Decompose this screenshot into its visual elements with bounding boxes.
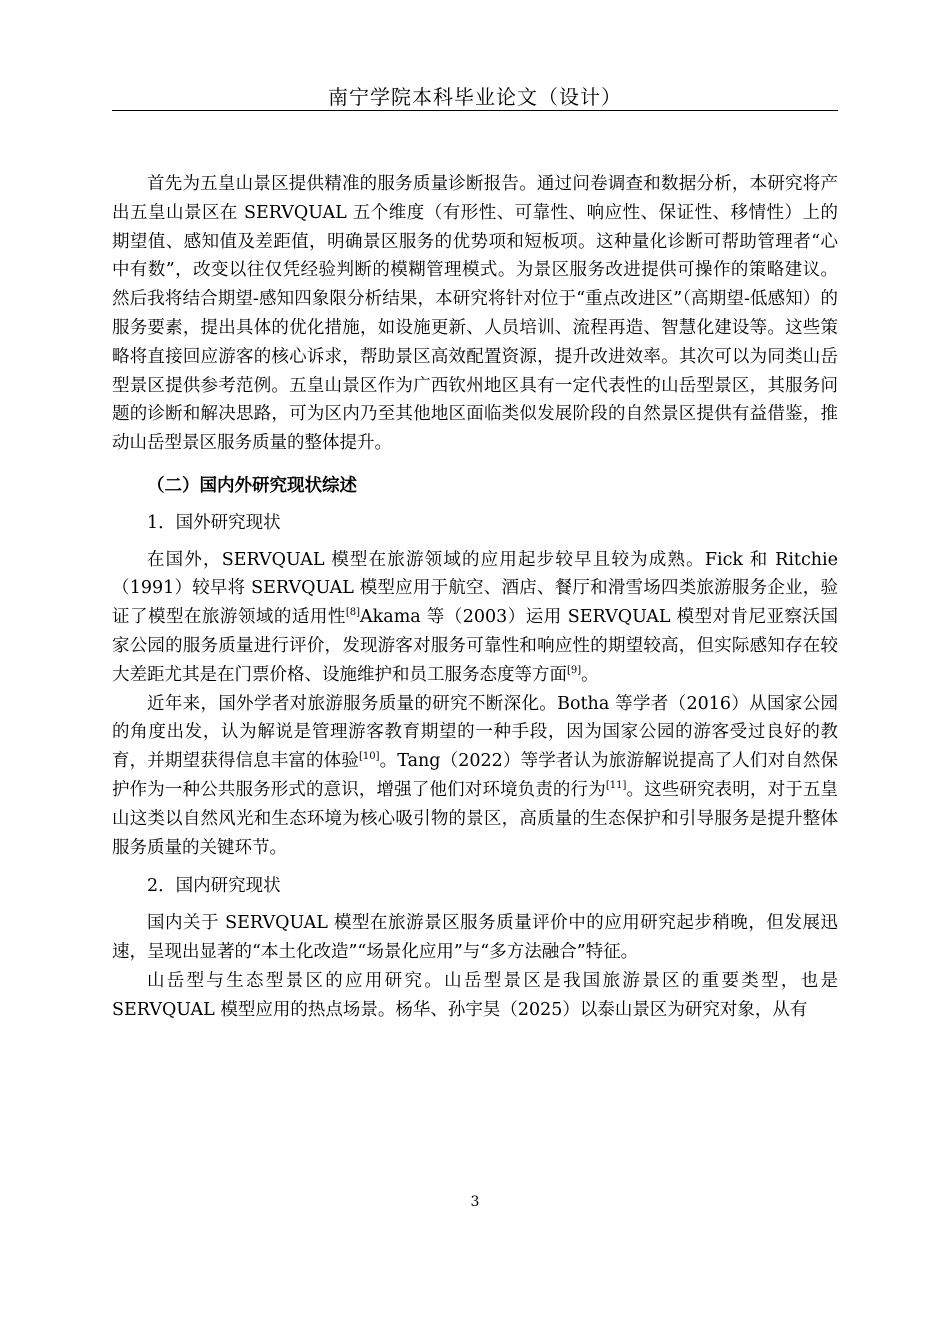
section-heading-literature-review: （二）国内外研究现状综述 <box>147 475 357 496</box>
paragraph-significance: 首先为五皇山景区提供精准的服务质量诊断报告。通过问卷调查和数据分析，本研究将产出五皇山景区在 SERVQUAL 五个维度（有形性、可靠性、响应性、保证性、移情性）上的期望值、感知值及差距值，明确景区服务的优势项和短板项。这种量化诊断可帮助管理者“心中有数”，改变以往仅凭经验判断的模糊管理模式。为景区服务改进提供可操作的策略建议。然后我将结合期望-感知四象限分析结果，本研究将针对位于“重点改进区”（高期望-低感知）的服务要素，提出具体的优化措施，如设施更新、人员培训、流程再造、智慧化建设等。这些策略将直接回应游客的核心诉求，帮助景区高效配置资源，提升改进效率。其次可以为同类山岳型景区提供参考范例。五皇山景区作为广西钦州地区具有一定代表性的山岳型景区，其服务问题的诊断和解决思路，可为区内乃至其他地区面临类似发展阶段的自然景区提供有益借鉴，推动山岳型景区服务质量的整体提升。 <box>112 174 838 454</box>
page-number: 3 <box>470 1194 480 1210</box>
page-header-title: 南宁学院本科毕业论文（设计） <box>328 85 622 109</box>
paragraph-foreign-early <box>112 546 838 690</box>
subsection-heading-foreign: 1．国外研究现状 <box>147 512 281 533</box>
header-divider <box>112 110 838 111</box>
citation-ref: [11] <box>605 780 627 792</box>
text-segment: 近年来，国外学者对旅游服务质量的研究不断深化。Botha 等学者（2016）从国家公园的角度出发，认为解说是管理游客教育期望的一种手段，因为国家公园的游客受过良好的教育，并期望获得信息丰富的体验 <box>112 693 838 772</box>
text-segment: 。 <box>581 664 599 685</box>
subsection-heading-domestic: 2．国内研究现状 <box>147 876 281 897</box>
citation-ref: [10] <box>358 751 380 763</box>
paragraph-foreign-recent <box>112 690 838 863</box>
text-segment: 在国外，SERVQUAL 模型在旅游领域的应用起步较早且较为成熟。Fick 和 Ritchie（1991）较早将 SERVQUAL 模型应用于航空、酒店、餐厅和滑雪场四类旅游服务企业，验证了模型在旅游领域的适用性 <box>112 549 838 628</box>
paragraph-domestic-overview: 国内关于 SERVQUAL 模型在旅游景区服务质量评价中的应用研究起步稍晚，但发展迅速，呈现出显著的“本土化改造”“场景化应用”与“多方法融合”特征。 <box>112 913 838 962</box>
citation-ref: [9] <box>567 664 582 676</box>
citation-ref: [8] <box>345 607 361 619</box>
page-body <box>112 170 838 1024</box>
paragraph-domestic-mountain: 山岳型与生态型景区的应用研究。山岳型景区是我国旅游景区的重要类型，也是 SERVQUAL 模型应用的热点场景。杨华、孙宇昊（2025）以泰山景区为研究对象，从有 <box>112 970 838 1020</box>
text-segment: 。这些研究表明，对于五皇山这类以自然风光和生态环境为核心吸引物的景区，高质量的生态保护和引导服务是提升整体服务质量的关键环节。 <box>112 779 838 858</box>
text-segment: 。Tang（2022）等学者认为旅游解说提高了人们对自然保护作为一种公共服务形式的意识，增强了他们对环境负责的行为 <box>112 751 838 800</box>
text-segment: Akama 等（2003）运用 SERVQUAL 模型对肯尼亚察沃国家公园的服务质量进行评价，发现游客对服务可靠性和响应性的期望较高，但实际感知存在较大差距尤其是在门票价格、设施维护和员工服务态度等方面 <box>112 607 838 685</box>
